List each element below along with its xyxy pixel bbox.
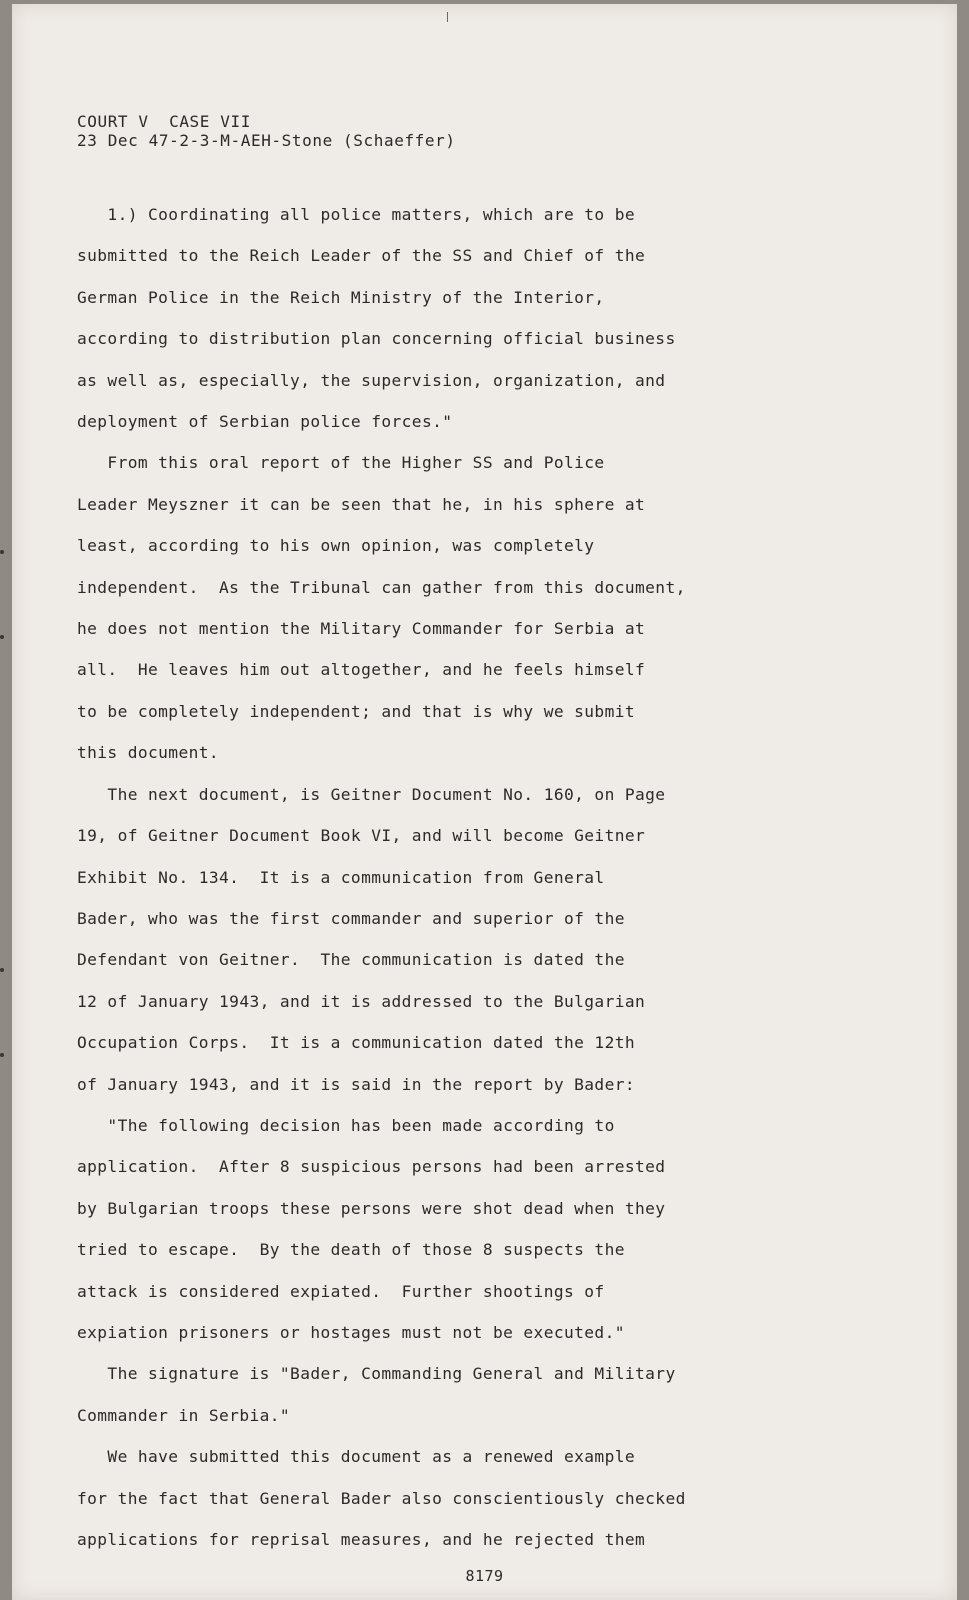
text-line: 1.) Coordinating all police matters, which are to be [77, 205, 636, 224]
punch-mark [0, 1053, 4, 1057]
text-line: Commander in Serbia." [77, 1405, 291, 1425]
paper-speck [447, 12, 448, 22]
text-line: Bader, who was the first commander and superior of the [77, 908, 625, 928]
text-line: for the fact that General Bader also conscientiously checked [77, 1488, 686, 1508]
text-line: 19, of Geitner Document Book VI, and will become Geitner [77, 826, 646, 846]
text-line: this document. [77, 743, 220, 763]
text-line: German Police in the Reich Ministry of the Interior, [77, 287, 605, 307]
text-line: independent. As the Tribunal can gather from this document, [77, 577, 686, 597]
text-line: attack is considered expiated. Further shootings of [77, 1281, 605, 1301]
text-line: he does not mention the Military Commander for Serbia at [77, 619, 646, 639]
date-transcriber-line: 23 Dec 47-2-3-M-AEH-Stone (Schaeffer) [77, 131, 456, 150]
page-number: 8179 [465, 1567, 504, 1585]
text-line: by Bulgarian troops these persons were shot dead when they [77, 1198, 666, 1218]
text-line: applications for reprisal measures, and he rejected them [77, 1530, 646, 1549]
text-line: From this oral report of the Higher SS and Police [77, 453, 605, 473]
document-header [77, 112, 456, 150]
punch-mark [0, 635, 4, 639]
text-line: of January 1943, and it is said in the report by Bader: [77, 1074, 636, 1094]
punch-mark [0, 968, 4, 972]
text-line: to be completely independent; and that is why we submit [77, 701, 636, 721]
transcript-body [77, 194, 897, 1560]
text-line: according to distribution plan concerning official business [77, 329, 676, 349]
text-line: tried to escape. By the death of those 8 suspects the [77, 1240, 625, 1260]
text-line: 12 of January 1943, and it is addressed to the Bulgarian [77, 991, 646, 1011]
text-line: application. After 8 suspicious persons had been arrested [77, 1157, 666, 1177]
text-line: Leader Meyszner it can be seen that he, in his sphere at [77, 494, 646, 514]
court-case-line: COURT V CASE VII [77, 112, 251, 131]
text-line: as well as, especially, the supervision, organization, and [77, 370, 666, 390]
text-line: all. He leaves him out altogether, and he feels himself [77, 660, 646, 680]
text-line: Exhibit No. 134. It is a communication from General [77, 867, 605, 887]
text-line: The next document, is Geitner Document No. 160, on Page [77, 784, 666, 804]
punch-mark [0, 550, 4, 554]
text-line: deployment of Serbian police forces." [77, 412, 453, 432]
text-line: Defendant von Geitner. The communication is dated the [77, 950, 625, 970]
text-line: "The following decision has been made according to [77, 1115, 615, 1135]
text-line: Occupation Corps. It is a communication dated the 12th [77, 1033, 636, 1053]
text-line: The signature is "Bader, Commanding General and Military [77, 1364, 676, 1384]
text-line: least, according to his own opinion, was completely [77, 536, 595, 556]
text-line: expiation prisoners or hostages must not be executed." [77, 1322, 625, 1342]
document-page [12, 4, 957, 1600]
text-line: submitted to the Reich Leader of the SS and Chief of the [77, 246, 646, 266]
text-line: We have submitted this document as a renewed example [77, 1447, 636, 1467]
